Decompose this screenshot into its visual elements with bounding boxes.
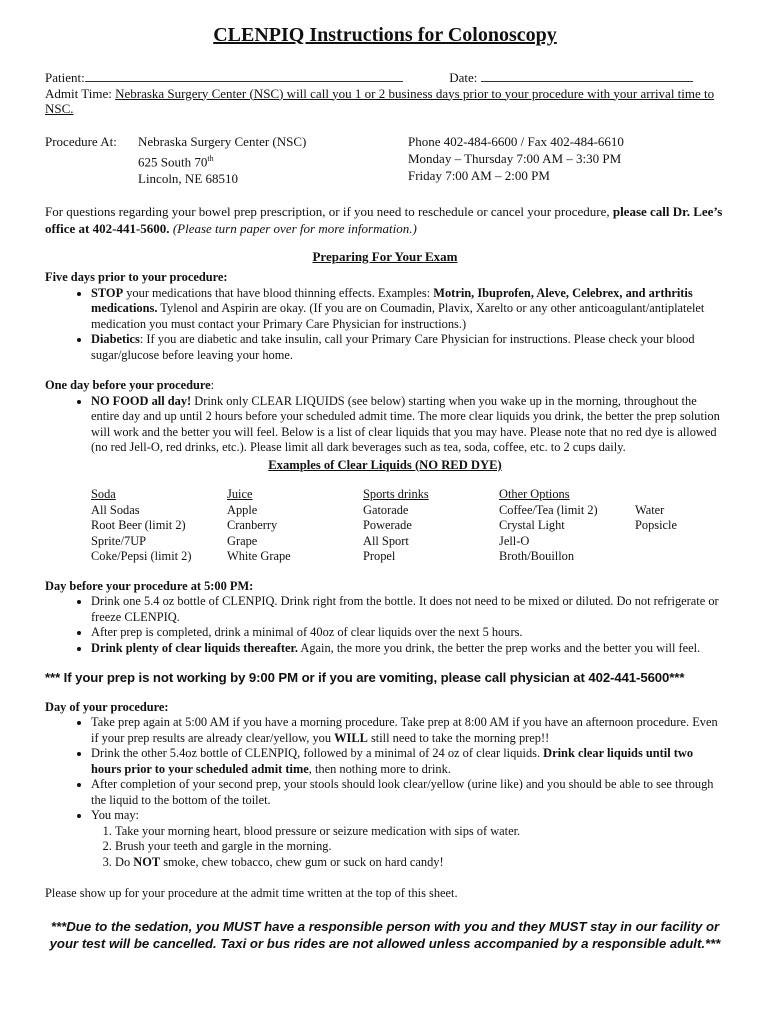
liquid-column: Water Popsicle [635, 502, 677, 533]
list-item: • After completion of your second prep, your stools should look clear/yellow (urine like) and you should be able to see through the liquid to the bottom of the toilet. [91, 777, 725, 808]
liquid-column: Soda All Sodas Root Beer (limit 2) Sprite/7UP Coke/Pepsi (limit 2) [91, 487, 192, 564]
facility-hours-friday: Friday 7:00 AM – 2:00 PM [408, 167, 550, 183]
preparing-title: Preparing For Your Exam [312, 248, 458, 264]
facility-name: Nebraska Surgery Center (NSC) [138, 133, 307, 149]
liquid-column: Juice Apple Cranberry Grape White Grape [227, 487, 291, 564]
list-item: • Drink one 5.4 oz bottle of CLENPIQ. Drink right from the bottle. It does not need to be mixed or diluted. Do not refrigerate or freeze CLENPIQ. [91, 594, 725, 625]
date-field[interactable] [481, 70, 693, 82]
procedure-block [45, 133, 725, 187]
show-up-note: Please show up for your procedure at the admit time written at the top of this sheet. [45, 886, 458, 901]
day-before-list [45, 594, 725, 656]
list-item: • Diabetics: If you are diabetic and take insulin, call your Primary Care Physician for instructions. Please check your blood sugar/glucose before leaving your home. [91, 332, 725, 363]
liquid-column: Sports drinks Gatorade Powerade All Sport Propel [363, 487, 429, 564]
list-item: 1. Take your morning heart, blood pressure or seizure medication with sips of water. [115, 824, 725, 840]
doctor-phone: please call Dr. Lee’s office at 402-441-5600. [45, 203, 723, 236]
facility-hours-weekday: Monday – Thursday 7:00 AM – 3:30 PM [408, 150, 622, 166]
list-item: • After prep is completed, drink a minimal of 40oz of clear liquids over the next 5 hours. [91, 625, 725, 641]
list-item: • Take prep again at 5:00 AM if you have a morning procedure. Take prep at 8:00 AM if you have an afternoon procedure. Even if your prep results are already clear/yellow, you WILL still need to take the morning prep!! [91, 715, 725, 746]
five-days-heading: Five days prior to your procedure: [45, 270, 228, 285]
list-item: 2. Brush your teeth and gargle in the morning. [115, 839, 725, 855]
liquid-column: Other Options Coffee/Tea (limit 2) Crystal Light Jell-O Broth/Bouillon [499, 487, 598, 564]
document-title: CLENPIQ Instructions for Colonoscopy [213, 24, 557, 46]
one-day-list [45, 394, 725, 456]
facility-phone: Phone 402-484-6600 / Fax 402-484-6610 [408, 133, 624, 149]
procedure-address [138, 133, 408, 187]
date-label: Date: [449, 70, 478, 85]
sedation-note: ***Due to the sedation, you MUST have a responsible person with you and they MUST stay in our facility or your test will be cancelled. Taxi or bus rides are not allowed unless accompanied by a responsible adult.*** [49, 918, 721, 951]
you-may-list [45, 824, 725, 871]
admit-text: Nebraska Surgery Center (NSC) will call you 1 or 2 business days prior to your procedure with your arrival time to NSC. [45, 85, 715, 116]
turn-over-note: (Please turn paper over for more information.) [172, 220, 417, 236]
procedure-contact [408, 133, 624, 187]
list-item: • You may: [91, 808, 725, 824]
list-item: • Drink plenty of clear liquids thereafter. Again, the more you drink, the better the prep works and the better you will feel. [91, 641, 725, 657]
questions-paragraph: For questions regarding your bowel prep prescription, or if you need to reschedule or cancel your procedure, please call Dr. Lee’s office at 402-441-5600. (Please turn paper over for more information.) [45, 203, 723, 236]
clear-liquids-table [45, 487, 725, 565]
day-before-heading: Day before your procedure at 5:00 PM: [45, 578, 254, 593]
five-days-list [45, 286, 725, 364]
admit-time-row [45, 86, 725, 117]
list-item: • NO FOOD all day! Drink only CLEAR LIQUIDS (see below) starting when you wake up in the morning, throughout the entire day and up until 2 hours before your scheduled admit time. The more clear liquids you drink, the better the prep solution will work and the better you will feel. Below is a list of clear liquids that you may have. Please note that no red dye is allowed (no red Jell-O, red drinks, etc.). Please limit all dark beverages such as tea, soda, coffee, etc. to 2 cups daily. [91, 394, 725, 456]
admit-label: Admit Time: [45, 85, 112, 101]
list-item: • Drink the other 5.4oz bottle of CLENPIQ, followed by a minimal of 24 oz of clear liquids. Drink clear liquids until two hours prior to your scheduled admit time, then nothing more to drink. [91, 746, 725, 777]
clear-liquids-title: Examples of Clear Liquids (NO RED DYE) [268, 457, 502, 472]
facility-street: 625 South 70th [138, 153, 214, 169]
document-page [45, 22, 725, 952]
list-item: 3. Do NOT smoke, chew tobacco, chew gum or suck on hard candy! [115, 855, 725, 871]
prep-warning: *** If your prep is not working by 9:00 PM or if you are vomiting, please call physician at 402-441-5600*** [45, 670, 685, 686]
facility-city: Lincoln, NE 68510 [138, 170, 239, 186]
patient-field[interactable] [85, 70, 403, 82]
day-of-heading: Day of your procedure: [45, 699, 169, 714]
patient-date-row [45, 70, 725, 86]
patient-label: Patient: [45, 70, 85, 85]
procedure-label: Procedure At: [45, 133, 117, 149]
day-of-list [45, 715, 725, 824]
one-day-heading: One day before your procedure: [45, 378, 215, 393]
list-item: • STOP your medications that have blood thinning effects. Examples: Motrin, Ibuprofen, Aleve, Celebrex, and arthritis medications. Tylenol and Aspirin are okay. (If you are on Coumadin, Plavix, Xarelto or any other anticoagulant/antiplatelet medication you must contact your Primary Care Physician for instructions.) [91, 286, 725, 333]
